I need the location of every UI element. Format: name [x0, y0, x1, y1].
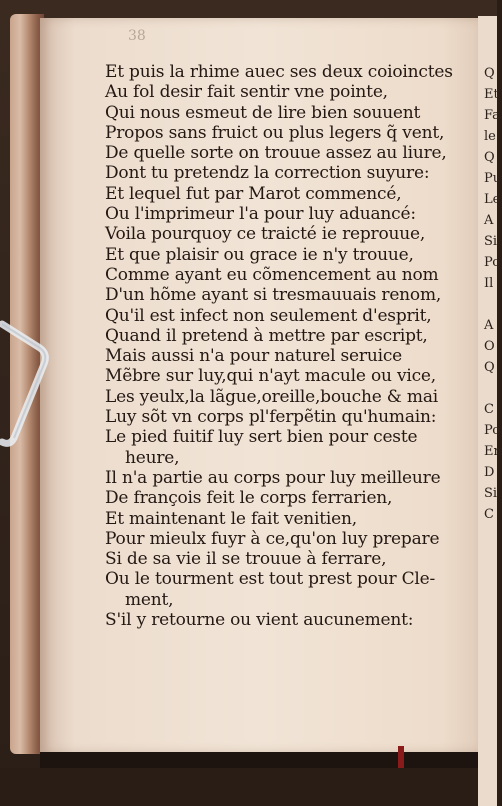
text-line: Il n'a partie au corps pour luy meilleure: [105, 467, 441, 488]
text-line: Qui nous esmeut de lire bien souuent: [105, 102, 421, 123]
next-page-edge-line: Si: [484, 234, 498, 249]
text-line: Et lequel fut par Marot commencé,: [105, 183, 402, 204]
text-line: Dont tu pretendz la correction suyure:: [105, 163, 430, 184]
text-line: De françois feit le corps ferrarien,: [105, 488, 393, 509]
text-line: Et maintenant le fait venitien,: [105, 508, 357, 529]
text-line: Voila pourquoy ce traicté ie reprouue,: [105, 224, 426, 245]
text-line: Qu'il est infect non seulement d'esprit,: [105, 305, 432, 326]
text-line: Propos sans fruict ou plus legers q̃ vent,: [105, 122, 445, 143]
text-line: Luy sõt vn corps pl'ferpẽtin qu'humain:: [105, 407, 437, 428]
next-page-edge-line: En: [484, 444, 502, 459]
next-page-edge-line: A: [484, 213, 494, 228]
next-page-edge-line: Po: [484, 255, 501, 270]
next-page-edge-line: [478, 381, 497, 402]
next-page-edge-line: Pu: [484, 171, 502, 186]
page-number: 38: [128, 28, 146, 44]
next-page-edge-line: Le: [484, 192, 501, 207]
text-line: Comme ayant eu cõmencement au nom: [105, 264, 439, 285]
next-page-edge-line: Q: [484, 360, 495, 375]
next-page-edge-line: Si: [484, 486, 498, 501]
next-page-edge-line: Q: [484, 66, 495, 81]
bookmark-ribbon: [398, 746, 404, 768]
text-line: S'il y retourne ou vient aucunement:: [105, 610, 414, 631]
text-line: Mẽbre sur luy,qui n'ayt macule ou vice,: [105, 366, 436, 387]
text-line: Et puis la rhime auec ses deux coioinctes: [105, 62, 453, 82]
next-page-edge-line: Q: [484, 150, 495, 165]
text-line: D'un hõme ayant si tresmauuais renom,: [105, 285, 442, 306]
next-page-edge-line: Il: [484, 276, 494, 291]
text-line: Si de sa vie il se trouue à ferrare,: [105, 549, 387, 570]
next-page-edge-line: C: [484, 402, 494, 417]
next-page-edge-line: [478, 297, 497, 318]
next-page-edge-line: Fa: [484, 108, 500, 123]
page-bottom-shadow: [40, 752, 478, 768]
page-clip-icon: [0, 318, 54, 448]
next-page-edge-line: A: [484, 318, 494, 333]
text-line: Mais aussi n'a pour naturel seruice: [105, 346, 403, 367]
text-line: Ou l'imprimeur l'a pour luy aduancé:: [105, 204, 416, 225]
next-page-edge-line: Et: [484, 87, 499, 102]
text-line: Au fol desir fait sentir vne pointe,: [105, 82, 388, 103]
next-page-edge-line: le: [484, 129, 496, 144]
next-page-edge-line: Po: [484, 423, 501, 438]
text-line: Quand il pretend à mettre par escript,: [105, 325, 428, 346]
next-page-edge: [478, 16, 502, 806]
text-line: Et que plaisir ou grace ie n'y trouue,: [105, 244, 414, 265]
next-page-edge-line: O: [484, 339, 495, 354]
poem-text: [105, 62, 453, 631]
text-line: Le pied fuitif luy sert bien pour ceste: [105, 427, 418, 448]
next-page-edge-line: C: [484, 507, 494, 522]
text-line: heure,: [125, 447, 180, 468]
text-line: De quelle sorte on trouue assez au liure,: [105, 143, 447, 164]
text-line: Les yeulx,la lãgue,oreille,bouche & mai: [105, 386, 438, 407]
text-line: Ou le tourment est tout prest pour Cle-: [105, 569, 436, 590]
text-line: ment,: [125, 589, 174, 610]
next-page-edge-line: D: [484, 465, 495, 480]
text-line: Pour mieulx fuyr à ce,qu'on luy prepare: [105, 528, 440, 549]
